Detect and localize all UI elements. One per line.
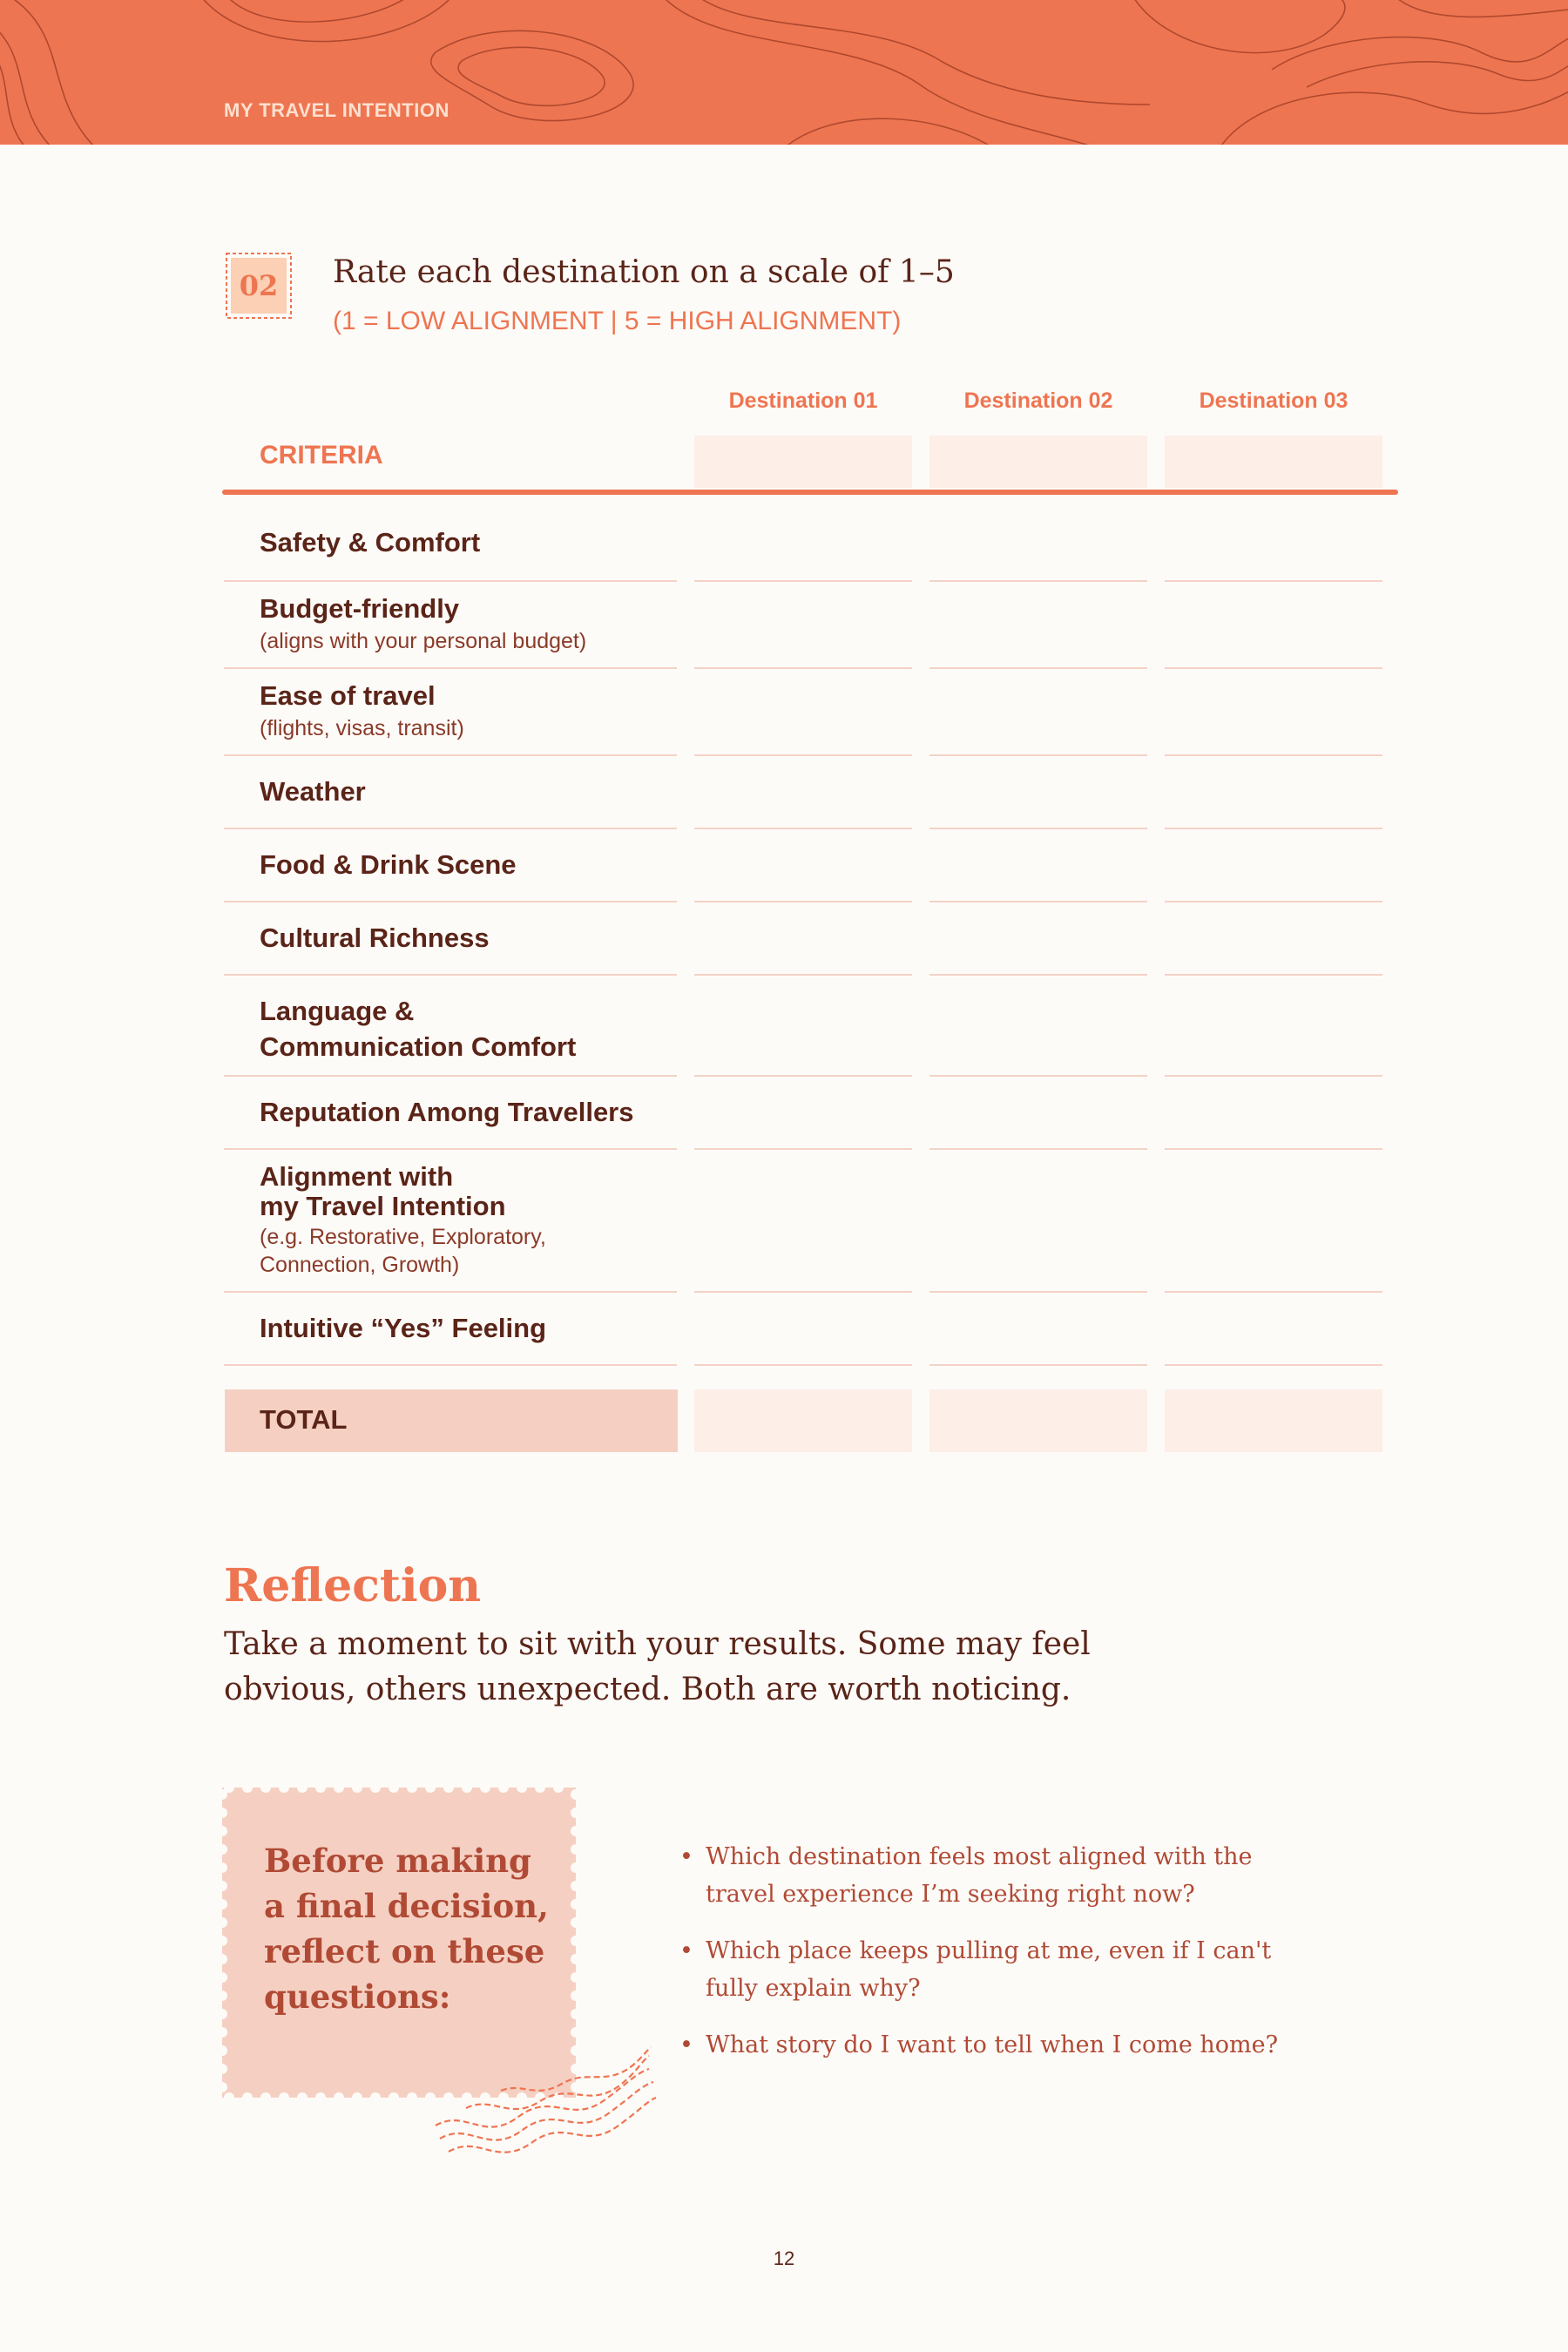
destination-name-field-1[interactable] — [694, 436, 912, 488]
row-divider-line — [694, 580, 912, 582]
row-divider-line — [224, 667, 677, 669]
page-header — [0, 0, 1568, 145]
row-divider-line — [1165, 1291, 1382, 1293]
row-divider-line — [1165, 667, 1382, 669]
criteria-label-alignment: Alignment with my Travel Intention — [260, 1161, 506, 1221]
row-divider-line — [224, 1364, 677, 1366]
criteria-label-intuitive: Intuitive “Yes” Feeling — [260, 1313, 547, 1343]
criteria-label-language: Language & Communication Comfort — [260, 996, 577, 1062]
reflection-text: Take a moment to sit with your results. Some may feel obvious, others unexpected. Both are worth noticing. — [224, 1626, 1091, 1707]
section-subtitle: (1 = LOW ALIGNMENT | 5 = HIGH ALIGNMENT) — [333, 307, 902, 335]
criteria-label-budget: Budget-friendly — [260, 593, 460, 624]
question-1: • Which destination feels most aligned with the travel experience I’m seeking right now? — [679, 1838, 1307, 1913]
criteria-label-food: Food & Drink Scene — [260, 849, 517, 880]
row-divider-line — [1165, 1075, 1382, 1077]
row-divider-line — [1165, 828, 1382, 829]
criteria-header: CRITERIA — [260, 441, 383, 470]
row-divider-line — [929, 1291, 1147, 1293]
row-divider-line — [224, 901, 677, 902]
row-divider-line — [224, 580, 677, 582]
destination-header-1: Destination 01 — [728, 389, 878, 413]
row-divider-line — [694, 754, 912, 756]
row-divider-line — [224, 754, 677, 756]
row-divider-line — [1165, 1364, 1382, 1366]
header-divider — [222, 490, 1398, 495]
row-divider-line — [694, 667, 912, 669]
question-3: • What story do I want to tell when I come home? — [679, 2026, 1307, 2064]
row-divider-line — [694, 1148, 912, 1150]
criteria-sub-ease: (flights, visas, transit) — [260, 716, 464, 740]
row-divider-line — [1165, 580, 1382, 582]
row-divider-line — [224, 1148, 677, 1150]
row-divider-line — [929, 1148, 1147, 1150]
row-divider-line — [694, 1364, 912, 1366]
row-divider-line — [1165, 901, 1382, 902]
row-divider-line — [1165, 1148, 1382, 1150]
reflection-title: Reflection — [224, 1559, 482, 1612]
reflection-prompt: Before making a final decision, reflect on these questions: — [264, 1842, 549, 2016]
section-number: 02 — [231, 258, 287, 314]
criteria-label-culture: Cultural Richness — [260, 923, 490, 953]
row-divider-line — [694, 1291, 912, 1293]
destination-name-field-2[interactable] — [929, 436, 1147, 488]
row-divider-line — [929, 901, 1147, 902]
topographic-pattern — [0, 0, 1568, 145]
row-divider-line — [929, 754, 1147, 756]
criteria-sub-alignment: (e.g. Restorative, Exploratory, Connection, Growth) — [260, 1225, 546, 1277]
destination-header-3: Destination 03 — [1199, 389, 1348, 413]
row-divider-line — [224, 828, 677, 829]
criteria-label-reputation: Reputation Among Travellers — [260, 1097, 634, 1127]
page-number: 12 — [773, 2247, 795, 2269]
section-title: Rate each destination on a scale of 1–5 — [333, 254, 955, 290]
header-title: MY TRAVEL INTENTION — [224, 99, 449, 121]
criteria-label-weather: Weather — [260, 776, 366, 807]
row-divider-line — [929, 974, 1147, 976]
criteria-label-safety: Safety & Comfort — [260, 527, 481, 558]
total-field-3[interactable] — [1165, 1389, 1382, 1452]
row-divider-line — [224, 1291, 677, 1293]
row-divider-line — [1165, 974, 1382, 976]
total-label: TOTAL — [260, 1404, 348, 1435]
row-divider-line — [694, 901, 912, 902]
row-divider-line — [929, 667, 1147, 669]
row-divider-line — [929, 1364, 1147, 1366]
row-divider-line — [929, 828, 1147, 829]
total-field-2[interactable] — [929, 1389, 1147, 1452]
postmark-wave-lines — [431, 2021, 658, 2160]
row-divider-line — [224, 974, 677, 976]
reflection-questions — [679, 1838, 1307, 2083]
destination-header-2: Destination 02 — [963, 389, 1113, 413]
section-number-badge — [224, 251, 294, 321]
row-divider-line — [929, 1075, 1147, 1077]
question-2: • Which place keeps pulling at me, even if I can't fully explain why? — [679, 1932, 1307, 2007]
destination-name-field-3[interactable] — [1165, 436, 1382, 488]
row-divider-line — [1165, 754, 1382, 756]
row-divider-line — [929, 580, 1147, 582]
total-field-1[interactable] — [694, 1389, 912, 1452]
row-divider-line — [224, 1075, 677, 1077]
row-divider-line — [694, 828, 912, 829]
criteria-label-ease: Ease of travel — [260, 680, 436, 711]
row-divider-line — [694, 974, 912, 976]
criteria-sub-budget: (aligns with your personal budget) — [260, 629, 587, 653]
row-divider-line — [694, 1075, 912, 1077]
